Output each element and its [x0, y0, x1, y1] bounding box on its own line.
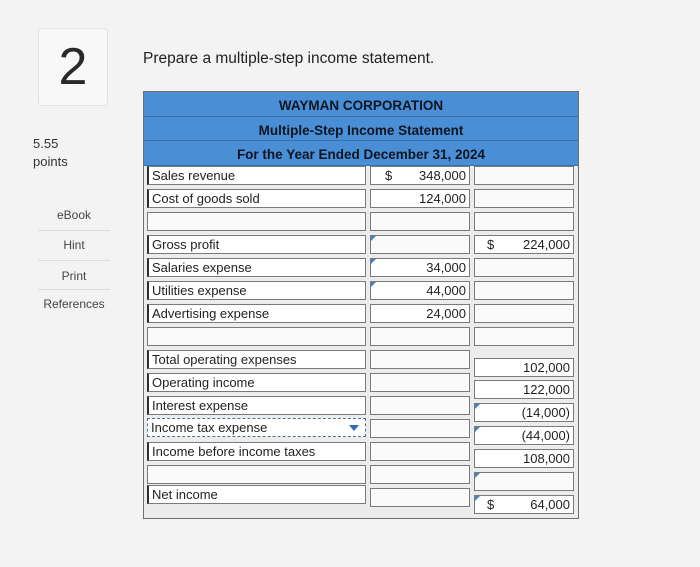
divider [38, 289, 110, 290]
cell-marker [371, 259, 376, 264]
net-income-label[interactable]: Net income [147, 485, 366, 504]
gross-profit-amount[interactable] [370, 235, 470, 254]
utilities-expense-total[interactable] [474, 281, 574, 300]
blank-total[interactable] [474, 472, 574, 491]
interest-expense-label[interactable]: Interest expense [147, 396, 366, 415]
blank-amount[interactable] [370, 212, 470, 231]
divider [38, 230, 110, 231]
sales-revenue-label[interactable]: Sales revenue [147, 166, 366, 185]
question-number: 2 [38, 28, 108, 106]
interest-expense-total[interactable]: (14,000) [474, 403, 574, 422]
blank-label[interactable] [147, 327, 366, 346]
points-value: 5.55 [33, 136, 59, 151]
cell-marker [475, 427, 480, 432]
operating-income-total[interactable]: 122,000 [474, 380, 574, 399]
net-income-total[interactable] [474, 495, 574, 514]
blank-label[interactable] [147, 212, 366, 231]
income-tax-expense-total[interactable]: (44,000) [474, 426, 574, 445]
advertising-expense-total[interactable] [474, 304, 574, 323]
income-before-taxes-total[interactable]: 108,000 [474, 449, 574, 468]
sales-revenue-amount[interactable] [370, 166, 470, 185]
points-info [33, 135, 68, 171]
salaries-expense-label[interactable]: Salaries expense [147, 258, 366, 277]
cell-marker [475, 496, 480, 501]
amount: 224,000 [523, 237, 570, 252]
blank-total[interactable] [474, 327, 574, 346]
income-before-taxes-amount[interactable] [370, 442, 470, 461]
cell-marker [475, 473, 480, 478]
currency-symbol: $ [385, 168, 393, 183]
income-tax-expense-select[interactable] [147, 418, 366, 437]
salaries-expense-amount[interactable]: 34,000 [370, 258, 470, 277]
income-before-taxes-label[interactable]: Income before income taxes [147, 442, 366, 461]
cell-marker [371, 236, 376, 241]
utilities-expense-amount[interactable]: 44,000 [370, 281, 470, 300]
net-income-amount[interactable] [370, 488, 470, 507]
cell-marker [371, 282, 376, 287]
statement-period: For the Year Ended December 31, 2024 [236, 147, 486, 162]
selected-value: Income tax expense [151, 420, 268, 435]
statement-title: Multiple-Step Income Statement [258, 123, 464, 138]
chevron-down-icon [349, 425, 359, 431]
ebook-link[interactable]: eBook [56, 208, 92, 222]
advertising-expense-label[interactable]: Advertising expense [147, 304, 366, 323]
income-statement [143, 91, 579, 519]
amount: 64,000 [530, 497, 570, 512]
statement-header [144, 92, 578, 166]
total-operating-expenses-total[interactable]: 102,000 [474, 358, 574, 377]
cell-marker [475, 404, 480, 409]
blank-label[interactable] [147, 465, 366, 484]
blank-amount[interactable] [370, 465, 470, 484]
advertising-expense-amount[interactable]: 24,000 [370, 304, 470, 323]
total-operating-expenses-label[interactable]: Total operating expenses [147, 350, 366, 369]
company-name: WAYMAN CORPORATION [278, 98, 444, 113]
operating-income-amount[interactable] [370, 373, 470, 392]
gross-profit-label[interactable]: Gross profit [147, 235, 366, 254]
cogs-total[interactable] [474, 189, 574, 208]
sales-revenue-total[interactable] [474, 166, 574, 185]
divider [144, 140, 578, 141]
blank-amount[interactable] [370, 327, 470, 346]
divider [38, 260, 110, 261]
currency-symbol: $ [487, 497, 495, 512]
gross-profit-total[interactable] [474, 235, 574, 254]
interest-expense-amount[interactable] [370, 396, 470, 415]
salaries-expense-total[interactable] [474, 258, 574, 277]
cogs-label[interactable]: Cost of goods sold [147, 189, 366, 208]
amount: 348,000 [419, 168, 466, 183]
operating-income-label[interactable]: Operating income [147, 373, 366, 392]
total-operating-expenses-amount[interactable] [370, 350, 470, 369]
hint-link[interactable]: Hint [63, 238, 85, 252]
income-tax-expense-amount[interactable] [370, 419, 470, 438]
divider [144, 116, 578, 117]
question-prompt: Prepare a multiple-step income statement. [143, 50, 435, 67]
utilities-expense-label[interactable]: Utilities expense [147, 281, 366, 300]
cogs-amount[interactable]: 124,000 [370, 189, 470, 208]
points-label: points [33, 154, 68, 169]
references-link[interactable]: References [43, 297, 105, 311]
currency-symbol: $ [487, 237, 495, 252]
blank-total[interactable] [474, 212, 574, 231]
print-link[interactable]: Print [61, 269, 87, 283]
